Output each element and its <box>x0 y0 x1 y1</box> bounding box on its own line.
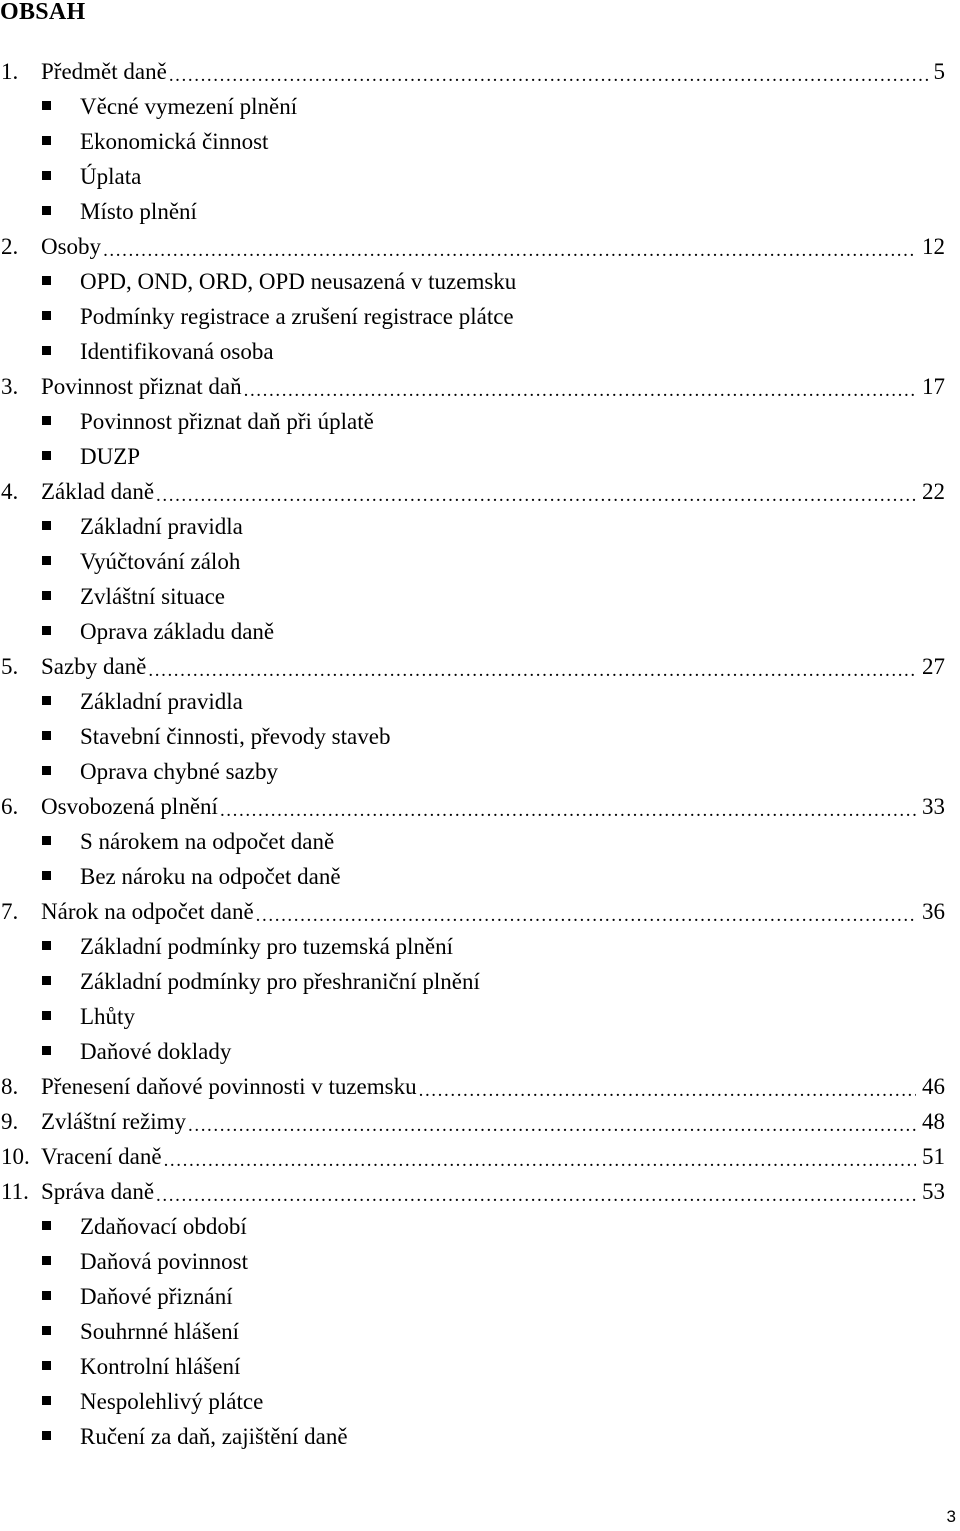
toc-entry-title: Základ daně <box>41 478 155 504</box>
toc-subitem[interactable] <box>0 964 960 999</box>
square-bullet-icon <box>42 334 80 369</box>
toc-entry-number: 5. <box>1 653 19 679</box>
square-bullet-icon <box>42 1034 80 1069</box>
toc-subitem-label: Oprava chybné sazby <box>80 758 278 784</box>
toc-entry[interactable] <box>0 54 945 89</box>
toc-entry-number: 2. <box>1 233 19 259</box>
dot-leader <box>164 1150 916 1174</box>
toc-subitem-label: Daňová povinnost <box>80 1248 249 1274</box>
square-bullet-icon <box>42 719 80 754</box>
toc-subitem[interactable] <box>0 1034 960 1069</box>
square-bullet-icon <box>42 89 80 124</box>
square-bullet-icon <box>42 194 80 229</box>
toc-entry[interactable] <box>0 1139 945 1174</box>
toc-entry-page: 36 <box>922 898 945 924</box>
toc-subitem[interactable] <box>0 999 960 1034</box>
toc-entry-page: 12 <box>922 233 945 259</box>
toc-subitem-label: Základní pravidla <box>80 688 243 714</box>
toc-subitem[interactable] <box>0 159 960 194</box>
toc-entry-page: 5 <box>933 58 945 84</box>
square-bullet-icon <box>42 1244 80 1279</box>
toc-subitem[interactable] <box>0 299 960 334</box>
toc-entry[interactable] <box>0 229 945 264</box>
toc-subitem[interactable] <box>0 509 960 544</box>
toc-entry-number: 9. <box>1 1108 19 1134</box>
toc-subitem-label: Kontrolní hlášení <box>80 1353 241 1379</box>
table-of-contents <box>0 54 960 1454</box>
toc-subitem-label: Místo plnění <box>80 198 197 224</box>
toc-entry-number: 11. <box>1 1178 29 1204</box>
toc-subitem[interactable] <box>0 929 960 964</box>
square-bullet-icon <box>42 999 80 1034</box>
toc-entry[interactable] <box>0 1069 945 1104</box>
square-bullet-icon <box>42 614 80 649</box>
dot-leader <box>156 485 916 509</box>
toc-entry[interactable] <box>0 649 945 684</box>
toc-subitem[interactable] <box>0 264 960 299</box>
toc-entry-title: Osvobozená plnění <box>41 793 218 819</box>
toc-entry-page: 27 <box>922 653 945 679</box>
toc-entry[interactable] <box>0 474 945 509</box>
toc-entry-number: 7. <box>1 898 19 924</box>
toc-subitem[interactable] <box>0 1209 960 1244</box>
dot-leader <box>156 1185 916 1209</box>
toc-entry-page: 22 <box>922 478 945 504</box>
toc-subitem-label: Daňové přiznání <box>80 1283 233 1309</box>
toc-entry-title: Vracení daně <box>41 1143 162 1169</box>
square-bullet-icon <box>42 299 80 334</box>
toc-subitem[interactable] <box>0 439 960 474</box>
toc-subitem[interactable] <box>0 579 960 614</box>
toc-subitem-label: Nespolehlivý plátce <box>80 1388 264 1414</box>
toc-subitem-label: OPD, OND, ORD, OPD neusazená v tuzemsku <box>80 268 517 294</box>
toc-subitem-label: Oprava základu daně <box>80 618 275 644</box>
toc-entry[interactable] <box>0 1104 945 1139</box>
toc-subitem[interactable] <box>0 824 960 859</box>
toc-entry-number: 10. <box>1 1143 30 1169</box>
square-bullet-icon <box>42 509 80 544</box>
toc-subitem-label: Zdaňovací období <box>80 1213 247 1239</box>
square-bullet-icon <box>42 404 80 439</box>
toc-subitem[interactable] <box>0 1244 960 1279</box>
toc-subitem[interactable] <box>0 544 960 579</box>
square-bullet-icon <box>42 929 80 964</box>
toc-entry-page: 51 <box>922 1143 945 1169</box>
toc-subitem-label: Podmínky registrace a zrušení registrace plátce <box>80 303 514 329</box>
toc-entry-page: 48 <box>922 1108 945 1134</box>
dot-leader <box>256 905 916 929</box>
toc-entry-page: 17 <box>922 373 945 399</box>
toc-entry-page: 53 <box>922 1178 945 1204</box>
toc-subitem[interactable] <box>0 1384 960 1419</box>
toc-entry-number: 8. <box>1 1073 19 1099</box>
toc-entry-title: Nárok na odpočet daně <box>41 898 254 924</box>
toc-entry[interactable] <box>0 789 945 824</box>
toc-subitem[interactable] <box>0 404 960 439</box>
page-number: 3 <box>946 1507 956 1526</box>
square-bullet-icon <box>42 824 80 859</box>
toc-subitem-label: DUZP <box>80 443 141 469</box>
toc-subitem[interactable] <box>0 614 960 649</box>
toc-entry-title: Správa daně <box>41 1178 155 1204</box>
square-bullet-icon <box>42 1384 80 1419</box>
toc-entry-number: 3. <box>1 373 19 399</box>
toc-entry-title: Sazby daně <box>41 653 147 679</box>
toc-subitem-label: Bez nároku na odpočet daně <box>80 863 341 889</box>
square-bullet-icon <box>42 1279 80 1314</box>
toc-entry-page: 46 <box>922 1073 945 1099</box>
square-bullet-icon <box>42 1419 80 1454</box>
square-bullet-icon <box>42 684 80 719</box>
toc-subitem[interactable] <box>0 719 960 754</box>
toc-subitem-label: Věcné vymezení plnění <box>80 93 298 119</box>
toc-subitem-label: Stavební činnosti, převody staveb <box>80 723 391 749</box>
toc-entry-title: Povinnost přiznat daň <box>41 373 242 399</box>
toc-subitem[interactable] <box>0 89 960 124</box>
square-bullet-icon <box>42 264 80 299</box>
toc-subitem[interactable] <box>0 1279 960 1314</box>
square-bullet-icon <box>42 1314 80 1349</box>
toc-subitem[interactable] <box>0 124 960 159</box>
toc-subitem[interactable] <box>0 334 960 369</box>
toc-subitem-label: Souhrnné hlášení <box>80 1318 240 1344</box>
square-bullet-icon <box>42 439 80 474</box>
toc-entry-number: 6. <box>1 793 19 819</box>
toc-subitem-label: Základní podmínky pro tuzemská plnění <box>80 933 454 959</box>
dot-leader <box>148 660 916 684</box>
toc-subitem-label: Ručení za daň, zajištění daně <box>80 1423 348 1449</box>
toc-entry[interactable] <box>0 1174 945 1209</box>
dot-leader <box>169 65 928 89</box>
toc-subitem-label: Identifikovaná osoba <box>80 338 274 364</box>
toc-entry-number: 1. <box>1 58 19 84</box>
toc-subitem-label: Základní podmínky pro přeshraniční plnění <box>80 968 480 994</box>
toc-entry-title: Předmět daně <box>41 58 167 84</box>
square-bullet-icon <box>42 544 80 579</box>
toc-entry-page: 33 <box>922 793 945 819</box>
dot-leader <box>220 800 916 824</box>
toc-subitem-label: Základní pravidla <box>80 513 243 539</box>
toc-subitem[interactable] <box>0 1419 960 1454</box>
toc-subitem[interactable] <box>0 754 960 789</box>
toc-subitem[interactable] <box>0 684 960 719</box>
toc-subitem-label: Povinnost přiznat daň při úplatě <box>80 408 374 434</box>
toc-subitem-label: Ekonomická činnost <box>80 128 269 154</box>
dot-leader <box>419 1080 916 1104</box>
dot-leader <box>244 380 916 404</box>
toc-subitem[interactable] <box>0 1349 960 1384</box>
dot-leader <box>188 1115 916 1139</box>
square-bullet-icon <box>42 124 80 159</box>
toc-entry-title: Zvláštní režimy <box>41 1108 186 1134</box>
toc-subitem-label: Zvláštní situace <box>80 583 225 609</box>
toc-subitem[interactable] <box>0 194 960 229</box>
square-bullet-icon <box>42 1349 80 1384</box>
square-bullet-icon <box>42 1209 80 1244</box>
dot-leader <box>103 240 916 264</box>
square-bullet-icon <box>42 754 80 789</box>
toc-entry[interactable] <box>0 369 945 404</box>
toc-entry-number: 4. <box>1 478 19 504</box>
toc-subitem[interactable] <box>0 1314 960 1349</box>
toc-entry-title: Osoby <box>41 233 102 259</box>
toc-entry-title: Přenesení daňové povinnosti v tuzemsku <box>41 1073 417 1099</box>
page-title: OBSAH <box>0 0 86 25</box>
toc-subitem-label: Úplata <box>80 163 142 189</box>
toc-subitem-label: Vyúčtování záloh <box>80 548 241 574</box>
square-bullet-icon <box>42 579 80 614</box>
toc-entry[interactable] <box>0 894 945 929</box>
toc-subitem-label: Daňové doklady <box>80 1038 232 1064</box>
toc-subitem-label: Lhůty <box>80 1003 135 1029</box>
toc-subitem-label: S nárokem na odpočet daně <box>80 828 335 854</box>
square-bullet-icon <box>42 964 80 999</box>
square-bullet-icon <box>42 159 80 194</box>
toc-subitem[interactable] <box>0 859 960 894</box>
square-bullet-icon <box>42 859 80 894</box>
